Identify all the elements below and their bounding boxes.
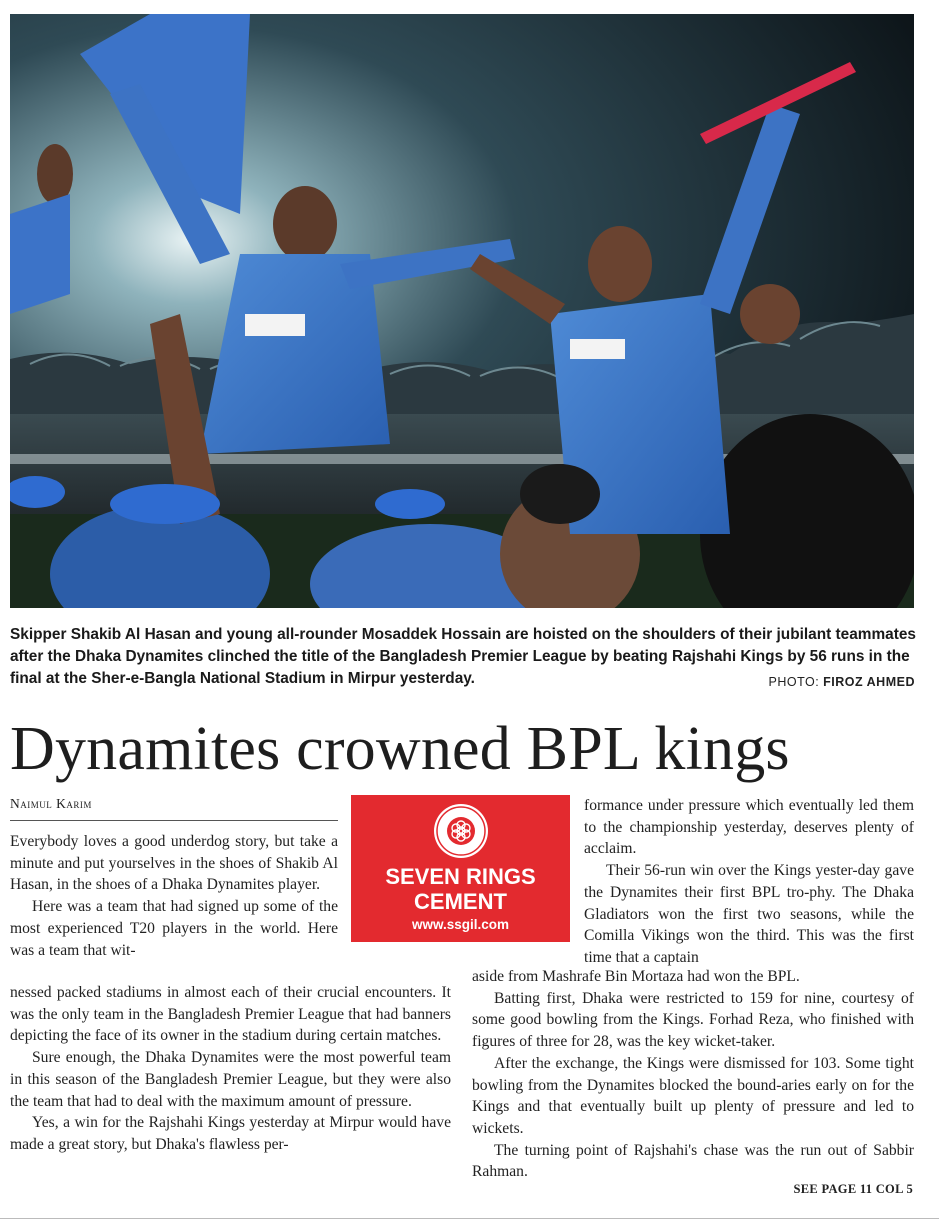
article-column-right-top (584, 795, 914, 969)
paragraph-6a: Their 56-run win over the Kings yester-day gave the Dynamites their first BPL tro-phy. The Dhaka Gladiators won the first two seasons, while the Comilla Vikings won the third. This was the first time that a captain (584, 862, 914, 966)
ad-url-link[interactable]: www.ssgil.com (411, 917, 510, 932)
article-column-left-wide (10, 982, 451, 1156)
paragraph-8: After the exchange, the Kings were dismissed for 103. Some tight bowling from the Dynamites blocked the bound-aries early on for the Kings and that eventually built up plenty of pressure and led to wickets. (472, 1054, 914, 1137)
headline: Dynamites crowned BPL kings (10, 715, 790, 783)
paragraph-6b: aside from Mashrafe Bin Mortaza had won the BPL. (472, 968, 800, 985)
seven-rings-cement-ad[interactable] (351, 795, 570, 942)
paragraph-4: Yes, a win for the Rajshahi Kings yesterday at Mirpur would have made a great story, but Dhaka's flawless per- (10, 1114, 451, 1153)
article-column-right (472, 966, 914, 1183)
ad-brand-line-2: CEMENT (414, 889, 507, 914)
celebration-photo (10, 14, 914, 608)
byline: Naimul Karim (10, 796, 92, 811)
photo-credit (768, 675, 915, 689)
paragraph-2b: nessed packed stadiums in almost each of their crucial encounters. It was the only team in the Bangladesh Premier League that had banners depicting the face of its owner in the stadium during certain matches. (10, 984, 451, 1045)
paragraph-5: formance under pressure which eventually led them to the championship yesterday, deserves plenty of acclaim. (584, 797, 914, 858)
paragraph-3: Sure enough, the Dhaka Dynamites were the most powerful team in this season of the Bangladesh Premier League, but they were also the team that had to deal with the maximum amount of pressure. (10, 1049, 451, 1110)
ad-brand-line-1: SEVEN RINGS (385, 864, 536, 889)
photo-illustration (10, 14, 914, 608)
paragraph-9: The turning point of Rajshahi's chase was the run out of Sabbir Rahman. (472, 1141, 914, 1181)
photo-credit-label: PHOTO: (768, 675, 824, 689)
paragraph-7: Batting first, Dhaka were restricted to 159 for nine, courtesy of some good bowling from the Kings. Forhad Reza, who finished with figures of three for 28, was the key wicket-taker. (472, 989, 914, 1051)
article-column-left (10, 831, 338, 961)
paragraph-2a: Here was a team that had signed up some of the most experienced T20 players in the world. Here was a team that wit- (10, 898, 338, 959)
paragraph-1: Everybody loves a good underdog story, but take a minute and put yourselves in the shoes of Shakib Al Hasan, in the shoes of a Dhaka Dynamites player. (10, 833, 338, 894)
photo-caption: Skipper Shakib Al Hasan and young all-rounder Mosaddek Hossain are hoisted on the shoulders of their jubilant teammates after the Dhaka Dynamites clinched the title of the Bangladesh Premier League by beating Rajshahi Kings by 56 runs in the final at the Sher-e-Bangla National Stadium in Mirpur yesterday. (10, 626, 916, 687)
bottom-rule (0, 1218, 939, 1219)
continued-jump-link[interactable]: SEE PAGE 11 COL 5 (793, 1182, 913, 1196)
seven-rings-logo-icon (432, 802, 490, 860)
byline-rule (10, 820, 338, 821)
photo-credit-name: FIROZ AHMED (823, 675, 915, 689)
